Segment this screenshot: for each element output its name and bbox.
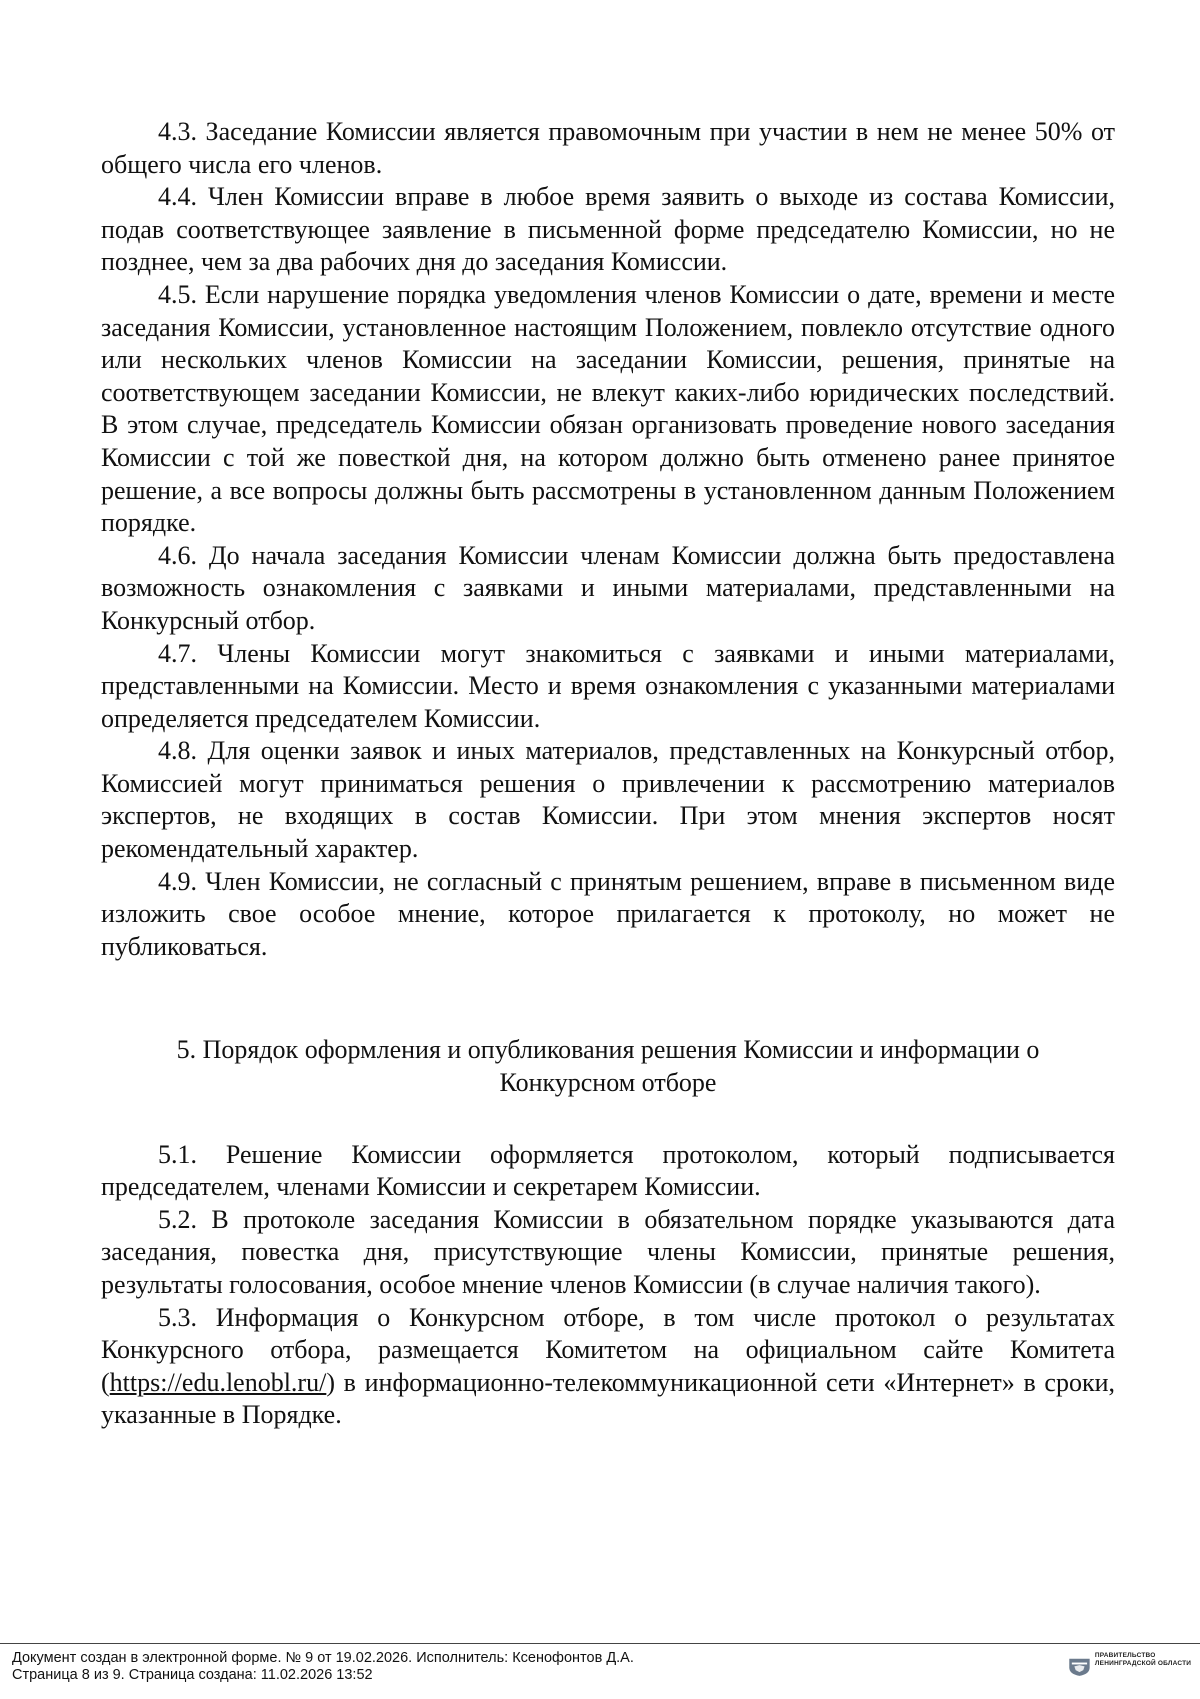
government-logo (1068, 1652, 1196, 1688)
document-page (101, 116, 1115, 1432)
paragraph-4-9: 4.9. Член Комиссии, не согласный с принятым решением, вправе в письменном виде изложить свое особое мнение, которое прилагается к протоколу, но может не публиковаться. (101, 866, 1115, 961)
paragraph-4-3: 4.3. Заседание Комиссии является правомочным при участии в нем не менее 50% от общего числа его членов. (101, 117, 1115, 179)
paragraph-5-1: 5.1. Решение Комиссии оформляется протоколом, который подписывается председателем, членами Комиссии и секретарем Комиссии. (101, 1139, 1115, 1202)
logo-caption: ПРАВИТЕЛЬСТВО ЛЕНИНГРАДСКОЙ ОБЛАСТИ (1094, 1652, 1192, 1667)
footer-info (12, 1650, 634, 1684)
paragraph-4-4: 4.4. Член Комиссии вправе в любое время заявить о выходе из состава Комиссии, подав соответствующее заявление в письменной форме председателю Комиссии, но не позднее, чем за два рабочих дня до заседания Комиссии. (101, 182, 1115, 277)
paragraph-5-3-text-end: ) в информационно-телекоммуникационной сети «Интернет» в сроки, указанные в Порядке. (101, 1367, 1115, 1430)
paragraph-5-3-text-start: 5.3. Информация о Конкурсном отборе, в том числе протокол о результатах Конкурсного отбора, размещается Комитетом на официальном сайте Комитета ( (101, 1302, 1115, 1397)
paragraph-4-5: 4.5. Если нарушение порядка уведомления членов Комиссии о дате, времени и месте заседания Комиссии, установленное настоящим Положением, повлекло отсутствие одного или нескольких членов Комиссии на заседании Комиссии, решения, принятые на соответствующем заседании Комиссии, не влекут каких-либо юридических последствий. В этом случае, председатель Комиссии обязан организовать проведение нового заседания Комиссии с той же повесткой дня, на котором должно быть отменено ранее принятое решение, а все вопросы должны быть рассмотрены в установленном данным Положением порядке. (101, 279, 1115, 538)
committee-website-link[interactable]: https://edu.lenobl.ru/ (109, 1367, 327, 1397)
footer-line-document: Документ создан в электронной форме. № 9 от 19.02.2026. Исполнитель: Ксенофонтов Д.А. (12, 1650, 634, 1666)
paragraph-5-3 (101, 1302, 1115, 1432)
paragraph-4-6: 4.6. До начала заседания Комиссии членам Комиссии должна быть предоставлена возможность ознакомления с заявками и иными материалами, представленными на Конкурсный отбор. (101, 540, 1115, 635)
leningrad-region-emblem-icon (1068, 1652, 1091, 1682)
document-footer (0, 1643, 1200, 1699)
section-5-heading: 5. Порядок оформления и опубликования решения Комиссии и информации о Конкурсном отборе (176, 1035, 1040, 1098)
footer-line-page: Страница 8 из 9. Страница создана: 11.02.2026 13:52 (12, 1667, 373, 1683)
paragraph-4-7: 4.7. Члены Комиссии могут знакомиться с заявками и иными материалами, представленными на Комиссии. Место и время ознакомления с указанными материалами определяется председателем Комиссии. (101, 638, 1115, 733)
paragraph-5-2: 5.2. В протоколе заседания Комиссии в обязательном порядке указываются дата заседания, повестка дня, присутствующие члены Комиссии, принятые решения, результаты голосования, особое мнение членов Комиссии (в случае наличия такого). (101, 1204, 1115, 1299)
paragraph-4-8: 4.8. Для оценки заявок и иных материалов, представленных на Конкурсный отбор, Комиссией могут приниматься решения о привлечении к рассмотрению материалов экспертов, не входящих в состав Комиссии. При этом мнения экспертов носят рекомендательный характер. (101, 736, 1115, 864)
